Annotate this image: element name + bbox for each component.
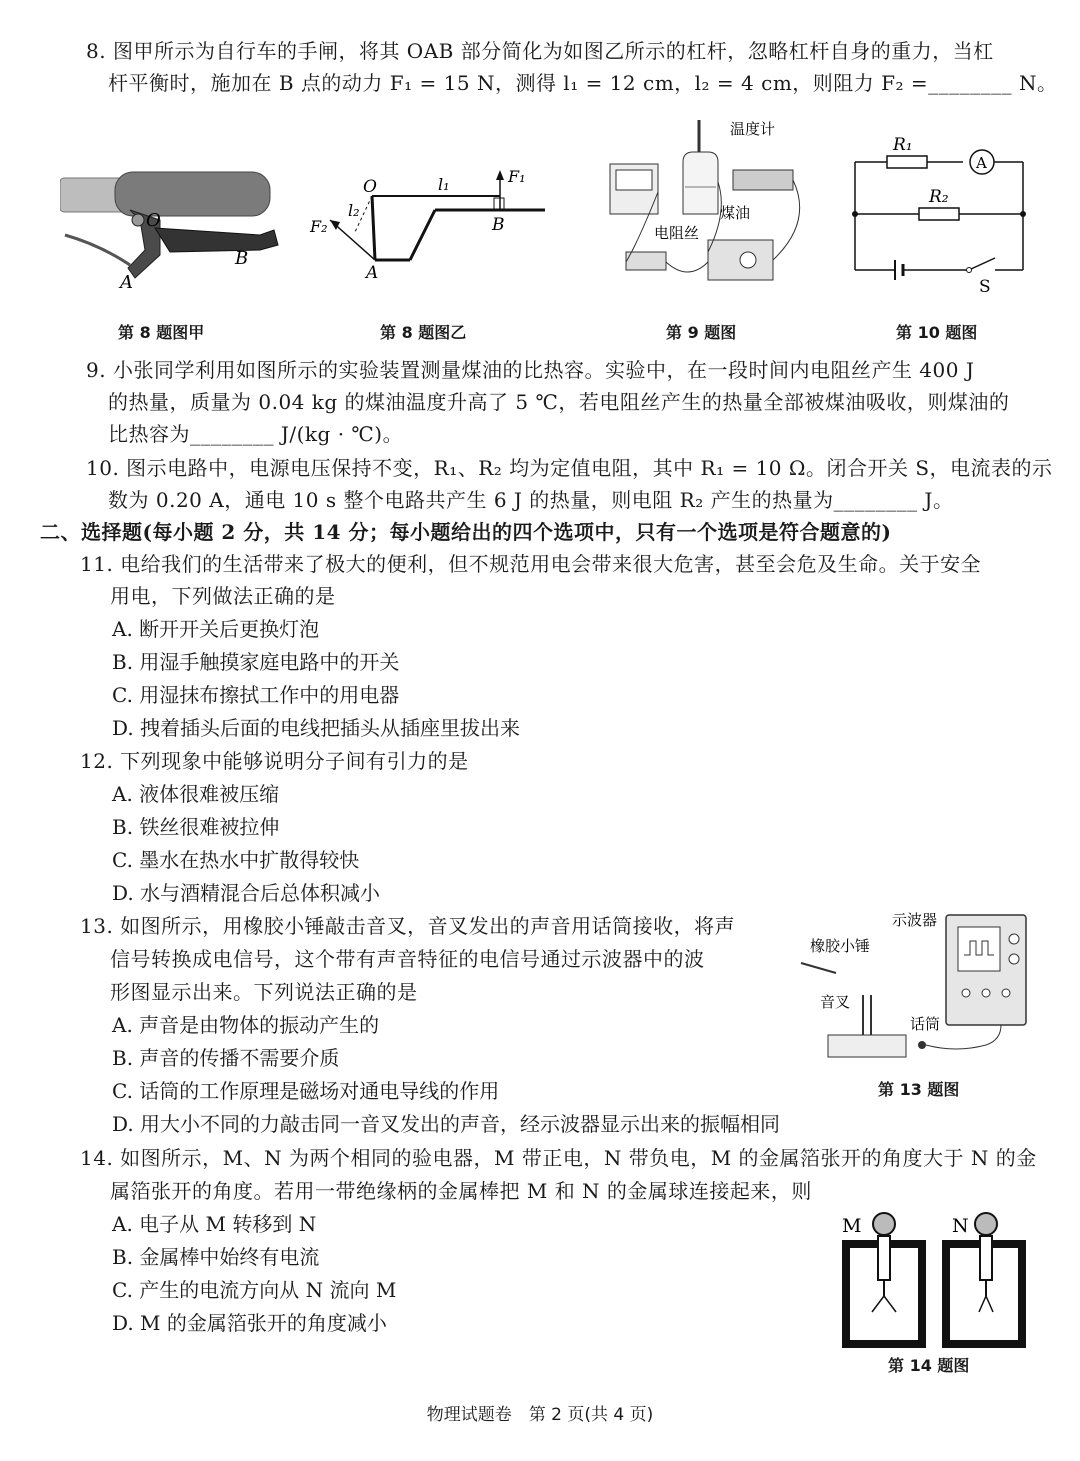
q13-stem-line1: 13. 如图所示，用橡胶小锤敲击音叉，音叉发出的声音用话筒接收，将声	[80, 914, 736, 938]
q13-option-b: B. 声音的传播不需要介质	[112, 1046, 340, 1070]
fig8b-label-f2: F₂	[310, 217, 328, 236]
q11-option-b: B. 用湿手触摸家庭电路中的开关	[112, 650, 400, 674]
q10-line2: 数为 0.20 A，通电 10 s 整个电路共产生 6 J 的热量，则电阻 R₂ 产生的热量为________ J。	[108, 488, 954, 512]
q12-option-a: A. 液体很难被压缩	[112, 782, 280, 806]
fig9-label-kerosene: 煤油	[720, 204, 751, 222]
fig13-label-fork: 音叉	[820, 993, 851, 1011]
q8-line1: 8. 图甲所示为自行车的手闸，将其 OAB 部分简化为如图乙所示的杠杆，忽略杠杆自身的重力，当杠	[86, 39, 994, 63]
q12-option-c: C. 墨水在热水中扩散得较快	[112, 848, 360, 872]
fig13-label-oscilloscope: 示波器	[892, 911, 938, 929]
fig10-label-ammeter: A	[976, 154, 987, 172]
circuit-diagram	[845, 130, 1035, 295]
fig8a-caption: 第 8 题图甲	[118, 323, 205, 342]
heating-apparatus-illustration	[598, 112, 818, 292]
q13-option-d: D. 用大小不同的力敲击同一音叉发出的声音，经示波器显示出来的振幅相同	[112, 1112, 781, 1136]
fig9-caption: 第 9 题图	[666, 323, 737, 342]
fig8b-label-f1: F₁	[508, 167, 526, 186]
fig13-label-mic: 话筒	[910, 1015, 941, 1033]
fig10-label-r1: R₁	[893, 135, 913, 155]
q11-stem-line1: 11. 电给我们的生活带来了极大的便利，但不规范用电会带来很大危害，甚至会危及生命。关于安全	[80, 552, 982, 576]
brake-lever-illustration	[60, 160, 300, 295]
fig14-label-m: M	[842, 1215, 862, 1237]
q13-option-a: A. 声音是由物体的振动产生的	[112, 1013, 380, 1037]
figure-14	[836, 1208, 1036, 1348]
q13-option-c: C. 话筒的工作原理是磁场对通电导线的作用	[112, 1079, 500, 1103]
fig9-label-wire: 电阻丝	[654, 224, 700, 242]
fig8b-label-a: A	[366, 263, 379, 283]
fig8b-label-o: O	[363, 177, 377, 197]
q11-option-a: A. 断开开关后更换灯泡	[112, 617, 320, 641]
fig8b-label-b: B	[492, 215, 505, 235]
q13-stem-line3: 形图显示出来。下列说法正确的是	[110, 980, 418, 1004]
fig10-label-switch: S	[979, 277, 991, 295]
fig8b-caption: 第 8 题图乙	[380, 323, 467, 342]
page-footer: 物理试题卷 第 2 页(共 4 页)	[426, 1405, 654, 1425]
fig13-label-hammer: 橡胶小锤	[810, 937, 871, 955]
q14-stem-line2: 属箔张开的角度。若用一带绝缘柄的金属棒把 M 和 N 的金属球连接起来，则	[110, 1179, 812, 1203]
q13-stem-line2: 信号转换成电信号，这个带有声音特征的电信号通过示波器中的波	[110, 947, 705, 971]
fig10-caption: 第 10 题图	[896, 323, 978, 342]
fig9-label-thermometer: 温度计	[730, 120, 776, 138]
tuning-fork-oscilloscope-illustration	[796, 905, 1036, 1065]
fig8a-label-b: B	[235, 248, 249, 269]
fig14-label-n: N	[952, 1215, 969, 1237]
fig14-caption: 第 14 题图	[888, 1356, 970, 1375]
q8-line2: 杆平衡时，施加在 B 点的动力 F₁ = 15 N，测得 l₁ = 12 cm，l₂ = 4 cm，则阻力 F₂ =________ N。	[108, 71, 1058, 95]
figure-13	[796, 905, 1036, 1065]
q14-option-b: B. 金属棒中始终有电流	[112, 1245, 320, 1269]
figure-8b	[300, 160, 550, 285]
q14-stem-line1: 14. 如图所示，M、N 为两个相同的验电器，M 带正电，N 带负电，M 的金属箔张开的角度大于 N 的金	[80, 1146, 1037, 1170]
fig13-caption: 第 13 题图	[878, 1080, 960, 1099]
q10-line1: 10. 图示电路中，电源电压保持不变，R₁、R₂ 均为定值电阻，其中 R₁ = 10 Ω。闭合开关 S，电流表的示	[86, 456, 1053, 480]
q14-option-c: C. 产生的电流方向从 N 流向 M	[112, 1278, 397, 1302]
q12-option-d: D. 水与酒精混合后总体积减小	[112, 881, 381, 905]
fig8a-label-a: A	[120, 272, 133, 293]
q11-stem-line2: 用电，下列做法正确的是	[110, 584, 336, 608]
q9-line3: 比热容为________ J/(kg · ℃)。	[108, 422, 404, 446]
q9-line2: 的热量，质量为 0.04 kg 的煤油温度升高了 5 ℃，若电阻丝产生的热量全部被煤油吸收，则煤油的	[108, 390, 1010, 414]
q9-line1: 9. 小张同学利用如图所示的实验装置测量煤油的比热容。实验中，在一段时间内电阻丝产生 400 J	[86, 358, 975, 382]
figure-10	[845, 130, 1035, 295]
q11-option-c: C. 用湿抹布擦拭工作中的用电器	[112, 683, 400, 707]
q14-option-a: A. 电子从 M 转移到 N	[112, 1212, 317, 1236]
q12-stem: 12. 下列现象中能够说明分子间有引力的是	[80, 749, 469, 773]
q12-option-b: B. 铁丝很难被拉伸	[112, 815, 280, 839]
lever-diagram	[300, 160, 550, 285]
q11-option-d: D. 拽着插头后面的电线把插头从插座里拔出来	[112, 716, 521, 740]
fig8b-label-l2: l₂	[348, 201, 360, 220]
electroscopes-illustration	[836, 1208, 1036, 1348]
fig8b-label-l1: l₁	[438, 175, 450, 194]
section-2-heading: 二、选择题(每小题 2 分，共 14 分；每小题给出的四个选项中，只有一个选项是符合题意的)	[40, 520, 892, 544]
fig8a-label-o: O	[146, 210, 161, 231]
figure-9	[598, 112, 818, 292]
fig10-label-r2: R₂	[929, 187, 949, 207]
q14-option-d: D. M 的金属箔张开的角度减小	[112, 1311, 387, 1335]
figure-8a	[60, 160, 300, 295]
